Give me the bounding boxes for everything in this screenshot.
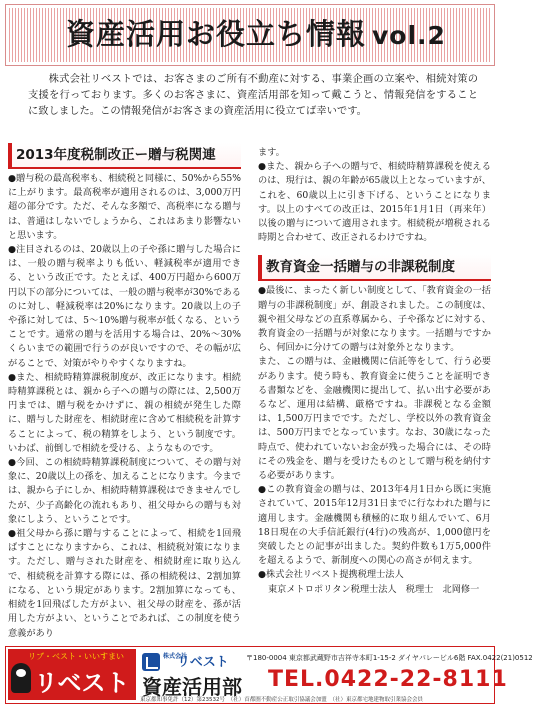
phone-number: TEL.0422-22-8111 xyxy=(268,667,508,692)
brand-company-type: 株式会社 xyxy=(163,653,188,660)
intro-text: 株式会社リベストでは、お客さまのご所有不動産に対する、事業企画の立案や、相続対策の支援を行っております。多くのお客さまに、資産活用部を知って戴こうと、情報発信をすることに致しました。この情報発信がお客さまの資産活用に役立てば幸いです。 xyxy=(28,73,478,117)
section-heading-education-fund: 教育資金一括贈与の非課税制度 xyxy=(258,255,491,281)
paragraph: ●また、親から子への贈与で、相続時精算課税を使えるのは、現行は、親の年齢が65歳以上となっていますが、これを、60歳以上に引き下げる、ということになります。以上のすべての改正は、2015年1月1日（再来年）以後の贈与について適用されます。相続税が増税される時期と合わせて、改正されるわけですね。 xyxy=(258,161,491,244)
paragraph: ます。 xyxy=(258,147,285,158)
brand-mark-icon xyxy=(142,653,160,671)
author-signature: 東京メトロポリタン税理士法人 税理士 北岡修一 xyxy=(268,583,480,595)
company-logo xyxy=(8,649,136,700)
footer-banner xyxy=(5,646,533,704)
license-info: 東京都知事免許（12）第23532号 （社）首都圏不動産公正取引協議会加盟 （社）東京都宅地建物取引業協会会員 xyxy=(140,697,423,703)
paragraph: ●最後に、まったく新しい制度として、「教育資金の一括贈与の非課税制度」が、創設されました。この制度は、親や祖父母などの直系尊属から、子や孫などに対する、教育資金の一括贈与が対象になります。一括贈与ですから、何回かに分けての贈与は対象外となります。 xyxy=(258,285,491,354)
page-header xyxy=(5,4,495,66)
paragraph: ●この教育資金の贈与は、2013年4月1日から既に実施されていて、2015年12月31日までに行なわれた贈与に適用します。金融機関も積極的に取り組んでいて、6月18日現在の大手信託銀行(4行)の残高が、1,000億円を突破したとの記事が出ました。契約件数も1万5,000件を超えるようで、新制度への関心の高さが伺えます。 xyxy=(258,484,491,567)
mascot-bird-icon xyxy=(11,663,31,693)
volume-label: vol.2 xyxy=(372,21,446,50)
paragraph: ●また、相続時精算課税制度が、改正になります。相続時精算課税とは、親から子への贈与の際には、2,500万円までは、贈与税をかけずに、親の相続が発生した際に、贈与した財産を、相続財産に含めて相続税を計算することによって、税の精算をしよう、という制度です。いわば、前倒しで相続を受ける、ようなものです。 xyxy=(8,371,241,454)
partner-firm-label: ●株式会社リベスト提携税理士法人 xyxy=(258,569,404,581)
section-heading-gift-tax: 2013年度税制改正ー贈与税関連 xyxy=(8,143,241,169)
right-column xyxy=(258,146,491,597)
paragraph: ●祖父母から孫に贈与することによって、相続を1回飛ばすことになりますから、これは、相続税対策になります。ただし、贈与された財産を、相続財産に取り込んで、相続税を計算する際には、孫の相続税は、2割加算になる、という規定があります。2割加算になっても、相続を1回飛ばした方がよい、祖父母の財産を、孫が活用した方がよい、ということであれば、この制度を使う意義があり xyxy=(8,528,241,639)
paragraph: ●注目されるのは、20歳以上の子や孫に贈与した場合には、一般の贈与税率よりも低い、軽減税率が適用できる、という改正です。たとえば、400万円超から600万円以下の部分については、一般の贈与税率が30%であるのに対し、軽減税率は20%になります。20歳以上の子や孫に対しては、5～10%贈与税率が低くなる、ということです。通常の贈与を活用する場合は、20%～30%くらいまでの範囲で行うのが良いですので、その幅が広がることで、対策がやりやすくなりますね。 xyxy=(8,244,241,369)
logo-text: リベスト xyxy=(34,669,130,697)
left-column xyxy=(8,143,241,641)
company-address: 〒180-0004 東京都武蔵野市吉祥寺本町1-15-2 ダイヤパレービル6階 FAX.0422(21)0512 xyxy=(246,654,533,662)
paragraph: ●今回、この相続時精算課税制度について、その贈与対象に、20歳以上の孫を、加えることになります。今までは、親から子にしか、相続時精算課税はできませんでしたが、少子高齢化の流れもあり、祖父母からの贈与も対象にしよう、ということです。 xyxy=(8,457,241,525)
title-text: 資産活用お役立ち情報 xyxy=(66,17,367,51)
paragraph: また、この贈与は、金融機関に信託等をして、行う必要があります。使う時も、教育資金に使うことを証明できる書類などを、金融機関に提出して、払い出す必要があるなど、運用は結構、厳格ですね。非課税となる金額は、1,500万円までです。ただし、学校以外の教育資金は、500万円までとなっています。なお、30歳になった時点で、使われていないお金が残った場合には、その時にその残金を、贈与を受けたものとして贈与税を納付する必要があります。 xyxy=(258,356,491,482)
logo-tagline: リブ・ベスト・いいすまい xyxy=(28,652,124,661)
page-title xyxy=(66,12,506,53)
department-name: 資産活用部 xyxy=(142,675,242,699)
brand-name: リベスト xyxy=(177,655,229,670)
paragraph: ●贈与税の最高税率も、相続税と同様に、50%から55%に上がります。最高税率が適用されるのは、3,000万円超の部分です。ただ、そんな多額で、高税率になる贈与は、普通はしないでしょうから、これはあまり影響ないと思います。 xyxy=(8,173,241,241)
